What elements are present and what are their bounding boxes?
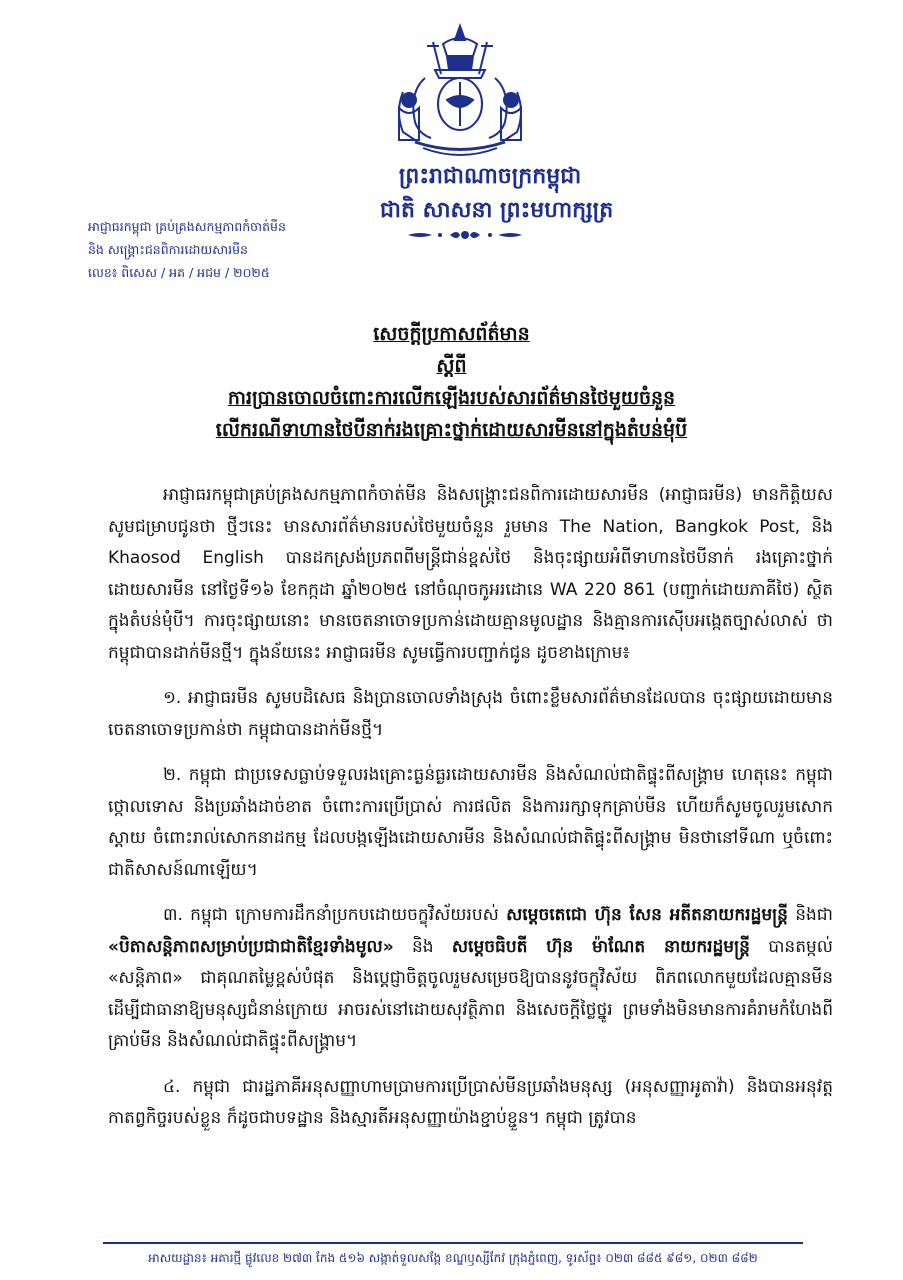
p3-text-g: បានតម្កល់ «សន្តិភាព» ជាគុណតម្លៃខ្ពស់បំផុត និងប្តេជ្ញាចិត្តចូលរួមសម្រេចឱ្យបាននូវចក្ខុវិស័យ ពិភពលោកមួយដែលគ្មានមីន ដើម្បីជាធានាឱ្យមនុស្សជំនាន់ក្រោយ អាចរស់នៅដោយសុវត្ថិភាព និងសេចក្តីថ្លៃថ្នូរ ព្រមទាំងមិនមានការគំរាមកំហែងពីគ្រាប់មីន និងសំណល់ជាតិផ្ទុះពីសង្គ្រាម។: [108, 936, 833, 1051]
p3-bold-samdech-techo: សម្តេចតេជោ ហ៊ុន សែន អតីតនាយករដ្ឋមន្ត្រី: [506, 905, 788, 925]
p3-bold-father-of-peace: «បិតាសន្តិភាពសម្រាប់ប្រជាជាតិខ្មែរទាំងមូល»: [108, 936, 394, 957]
footer-address: អាសយដ្ឋាន៖ អគារថ្មី ផ្លូវលេខ ២៧៣ កែង ៥១៦ សង្កាត់ទួលសង្កែ ខណ្ឌឫស្សីកែវ ក្រុងភ្នំពេញ, ទូរស័ព្ទ៖ ០២៣ ៨៨៥ ៩៨១, ០២៣ ៨៨២: [148, 1251, 758, 1265]
issuing-agency-block: [88, 215, 348, 284]
footer-divider: [103, 1242, 803, 1244]
p3-text-c: និងជា: [787, 905, 833, 925]
paragraph-3: [108, 900, 833, 1058]
document-body: [108, 480, 833, 1149]
kingdom-name: ព្រះរាជាណាចក្រកម្ពុជា: [398, 164, 582, 189]
title-press-release: សេចក្តីប្រកាសព័ត៌មាន: [373, 323, 530, 345]
paragraph-4: ៤. កម្ពុជា ជារដ្ឋភាគីអនុសញ្ញាហាមប្រាមការប្រើប្រាស់មីនប្រឆាំងមនុស្ស (អនុសញ្ញាអូតាវ៉ា) និងបានអនុវត្តកាតព្វកិច្ចរបស់ខ្លួន ក៏ដូចជាបទដ្ឋាន និងស្មារតីអនុសញ្ញាយ៉ាងខ្ជាប់ខ្ជួន។ កម្ពុជា ត្រូវបាន: [108, 1076, 833, 1128]
p3-text-e: និង: [393, 936, 452, 957]
title-subject-line2: លើករណីទាហានថៃបីនាក់រងគ្រោះថ្នាក់ដោយសារមីននៅក្នុងតំបន់មុំបី: [215, 419, 688, 441]
p3-bold-prime-minister: សម្តេចធិបតី ហ៊ុន ម៉ាណែត នាយករដ្ឋមន្ត្រី: [451, 936, 750, 957]
ornament-divider-icon: [400, 228, 530, 242]
agency-name-line1: អាជ្ញាធរកម្ពុជា គ្រប់គ្រងសកម្មភាពកំចាត់មីន: [88, 219, 286, 234]
paragraph-intro: អាជ្ញាធរកម្ពុជាគ្រប់គ្រងសកម្មភាពកំចាត់មីន និងសង្គ្រោះជនពិការដោយសារមីន (អាជ្ញាធរមីន) មានកិត្តិយសសូមជម្រាបជូនថា ថ្មីៗនេះ មានសារព័ត៌មានរបស់ថៃមួយចំនួន រួមមាន The Nation, Bangkok Post, និង Khaosod English បានដកស្រង់ប្រភពពីមន្ត្រីជាន់ខ្ពស់ថៃ និងចុះផ្សាយអំពីទាហានថៃបីនាក់ រងគ្រោះថ្នាក់ដោយសារមីន នៅថ្ងៃទី១៦ ខែកក្កដា ឆ្នាំ២០២៥ នៅចំណុចកូអរដោនេ WA 220 861 (បញ្ជាក់ដោយភាគីថៃ) ស្ថិតក្នុងតំបន់មុំបី។ ការចុះផ្សាយនោះ មានចេតនាចោទប្រកាន់ដោយគ្មានមូលដ្ឋាន និងគ្មានការស៊ើបអង្កេតច្បាស់លាស់ ថាកម្ពុជាបានដាក់មីនថ្មី។ ក្នុងន័យនេះ អាជ្ញាធរមីន សូមធ្វើការបញ្ជាក់ជូន ដូចខាងក្រោម៖: [108, 485, 833, 663]
royal-arms-emblem: [385, 22, 535, 162]
reference-number: លេខ៖ ពិសេស / អគ / អជម / ២០២៥: [88, 265, 270, 280]
title-regarding: ស្តីពី: [436, 355, 467, 377]
agency-name-line2: និង សង្គ្រោះជនពិការដោយសារមីន: [88, 242, 248, 257]
title-subject-line1: ការប្រានចោលចំពោះការលើកឡើងរបស់សារព័ត៌មានថៃមួយចំនួន: [227, 387, 676, 409]
national-motto: ជាតិ សាសនា ព្រះមហាក្សត្រ: [380, 198, 614, 223]
paragraph-1: ១. អាជ្ញាធរមីន សូមបដិសេធ និងប្រានចោលទាំងស្រុង ចំពោះខ្លឹមសារព័ត៌មានដែលបាន ចុះផ្សាយដោយមានចេតនាចោទប្រកាន់ថា កម្ពុជាបានដាក់មីនថ្មី។: [108, 688, 833, 740]
paragraph-2: ២. កម្ពុជា ជាប្រទេសធ្លាប់ទទួលរងគ្រោះធ្ងន់ធ្ងរដោយសារមីន និងសំណល់ជាតិផ្ទុះពីសង្គ្រាម ហេតុនេះ កម្ពុជាថ្កោលទោស និងប្រឆាំងដាច់ខាត ចំពោះការប្រើប្រាស់ ការផលិត និងការរក្សាទុកគ្រាប់មីន ហើយក៏សូមចូលរួមសោកស្តាយ ចំពោះរាល់សោកនាដកម្ម ដែលបង្កឡើងដោយសារមីន និងសំណល់ជាតិផ្ទុះពីសង្គ្រាម មិនថានៅទីណា ឬចំពោះជាតិសាសន៍ណាឡើយ។: [108, 765, 833, 880]
p3-text-a: ៣. កម្ពុជា ក្រោមការដឹកនាំប្រកបដោយចក្ខុវិស័យរបស់: [163, 905, 507, 925]
document-title-block: [0, 318, 903, 446]
